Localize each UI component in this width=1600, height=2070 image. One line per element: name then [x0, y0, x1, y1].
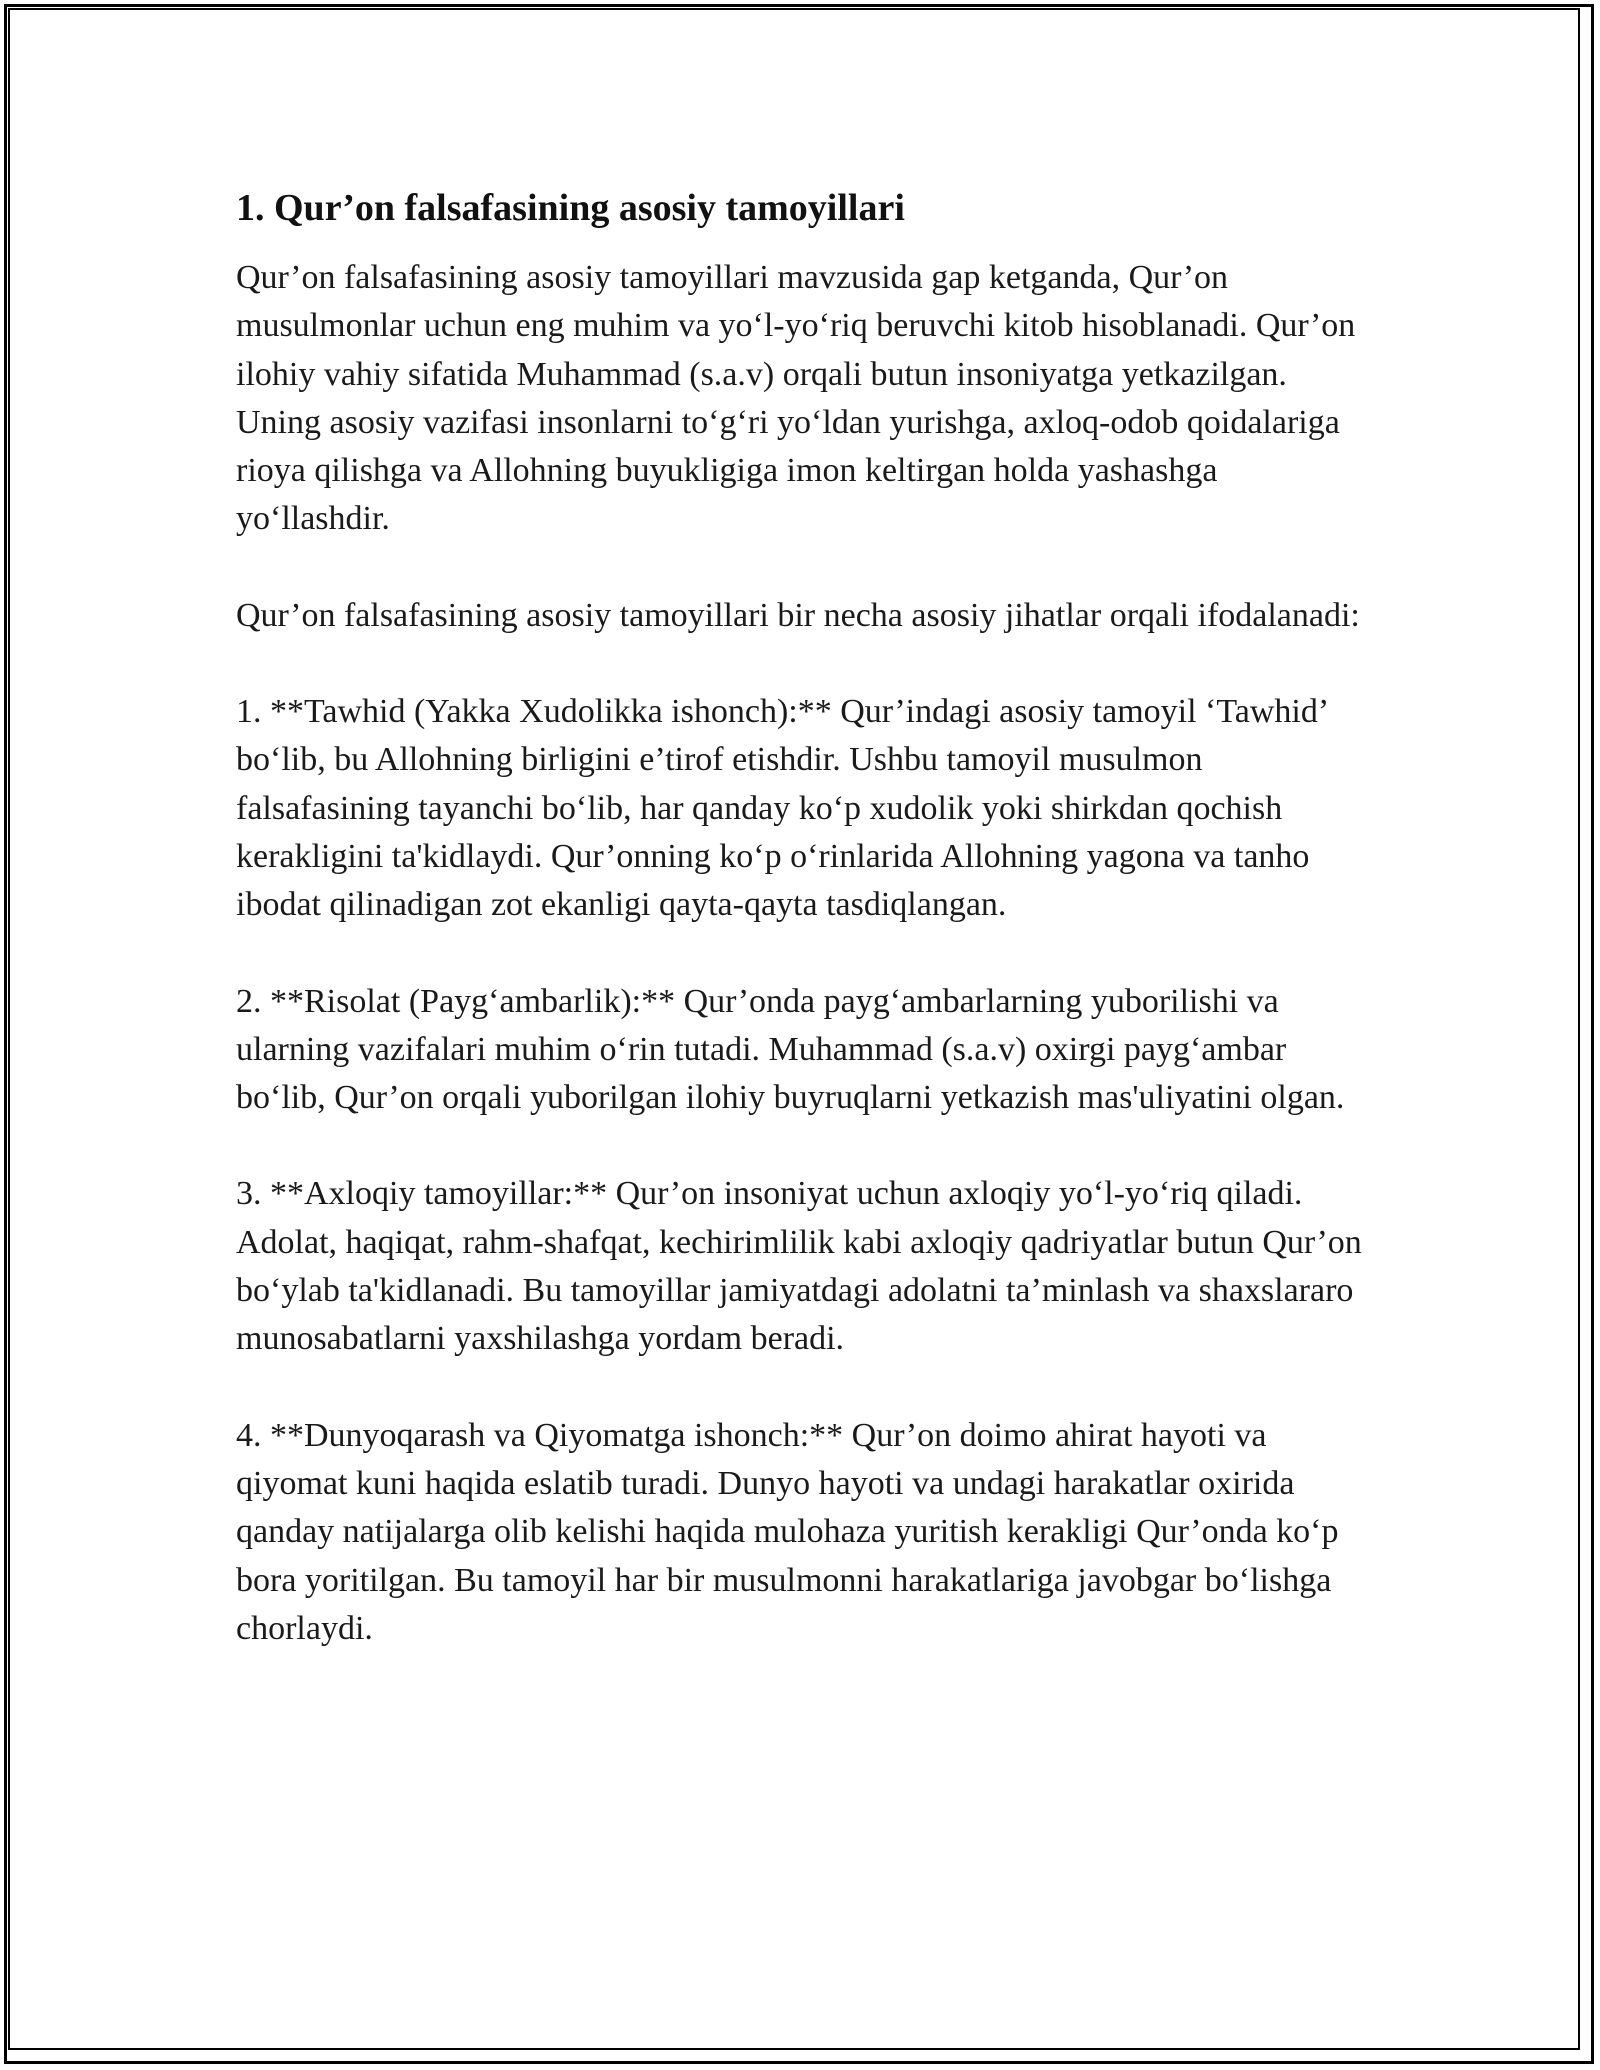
tawhid-paragraph: 1. **Tawhid (Yakka Xudolikka ishonch):** Qur’indagi asosiy tamoyil ‘Tawhid’ bo‘lib, bu Allohning birligini e’tirof etishdir. Ushbu tamoyil musulmon falsafasining tayanchi bo‘lib, har qanday ko‘p xudolik yoki shirkdan qochish kerakligini ta'kidlaydi. Qur’onning ko‘p o‘rinlarida Allohning yagona va tanho ibodat qilinadigan zot ekanligi qayta-qayta tasdiqlangan. — [236, 693, 1327, 924]
section-heading: 1. Qur’on falsafasining asosiy tamoyillari — [236, 187, 905, 229]
risolat-paragraph: 2. **Risolat (Payg‘ambarlik):** Qur’onda payg‘ambarlarning yuborilishi va ularning vazifalari muhim o‘rin tutadi. Muhammad (s.a.v) oxirgi payg‘ambar bo‘lib, Qur’on orqali yuborilgan ilohiy buyruqlarni yetkazish mas'uliyatini olgan. — [236, 982, 1345, 1117]
intro-paragraph: Qur’on falsafasining asosiy tamoyillari mavzusida gap ketganda, Qur’on musulmonlar uchun eng muhim va yo‘l-yo‘riq beruvchi kitob hisoblanadi. Qur’on ilohiy vahiy sifatida Muhammad (s.a.v) orqali butun insoniyatga yetkazilgan. Uning asosiy vazifasi insonlarni to‘g‘ri yo‘ldan yurishga, axloq-odob qoidalariga rioya qilishga va Allohning buyukligiga imon keltirgan holda yashashga yo‘llashdir. — [236, 259, 1356, 538]
summary-paragraph: Qur’on falsafasining asosiy tamoyillari bir necha asosiy jihatlar orqali ifodalanadi: — [236, 596, 1360, 634]
axloqiy-paragraph: 3. **Axloqiy tamoyillar:** Qur’on insoniyat uchun axloqiy yo‘l-yo‘riq qiladi. Adolat, haqiqat, rahm-shafqat, kechirimlilik kabi axloqiy qadriyatlar butun Qur’on bo‘ylab ta'kidlanadi. Bu tamoyillar jamiyatdagi adolatni ta’minlash va shaxslararo munosabatlarni yaxshilashga yordam beradi. — [236, 1175, 1362, 1358]
dunyoqarash-paragraph: 4. **Dunyoqarash va Qiyomatga ishonch:** Qur’on doimo ahirat hayoti va qiyomat kuni haqida eslatib turadi. Dunyo hayoti va undagi harakatlar oxirida qanday natijalarga olib kelishi haqida mulohaza yuritish kerakligi Qur’onda ko‘p bora yoritilgan. Bu tamoyil har bir musulmonni harakatlariga javobgar bo‘lishga chorlaydi. — [236, 1416, 1339, 1647]
document-body — [236, 184, 1376, 1701]
